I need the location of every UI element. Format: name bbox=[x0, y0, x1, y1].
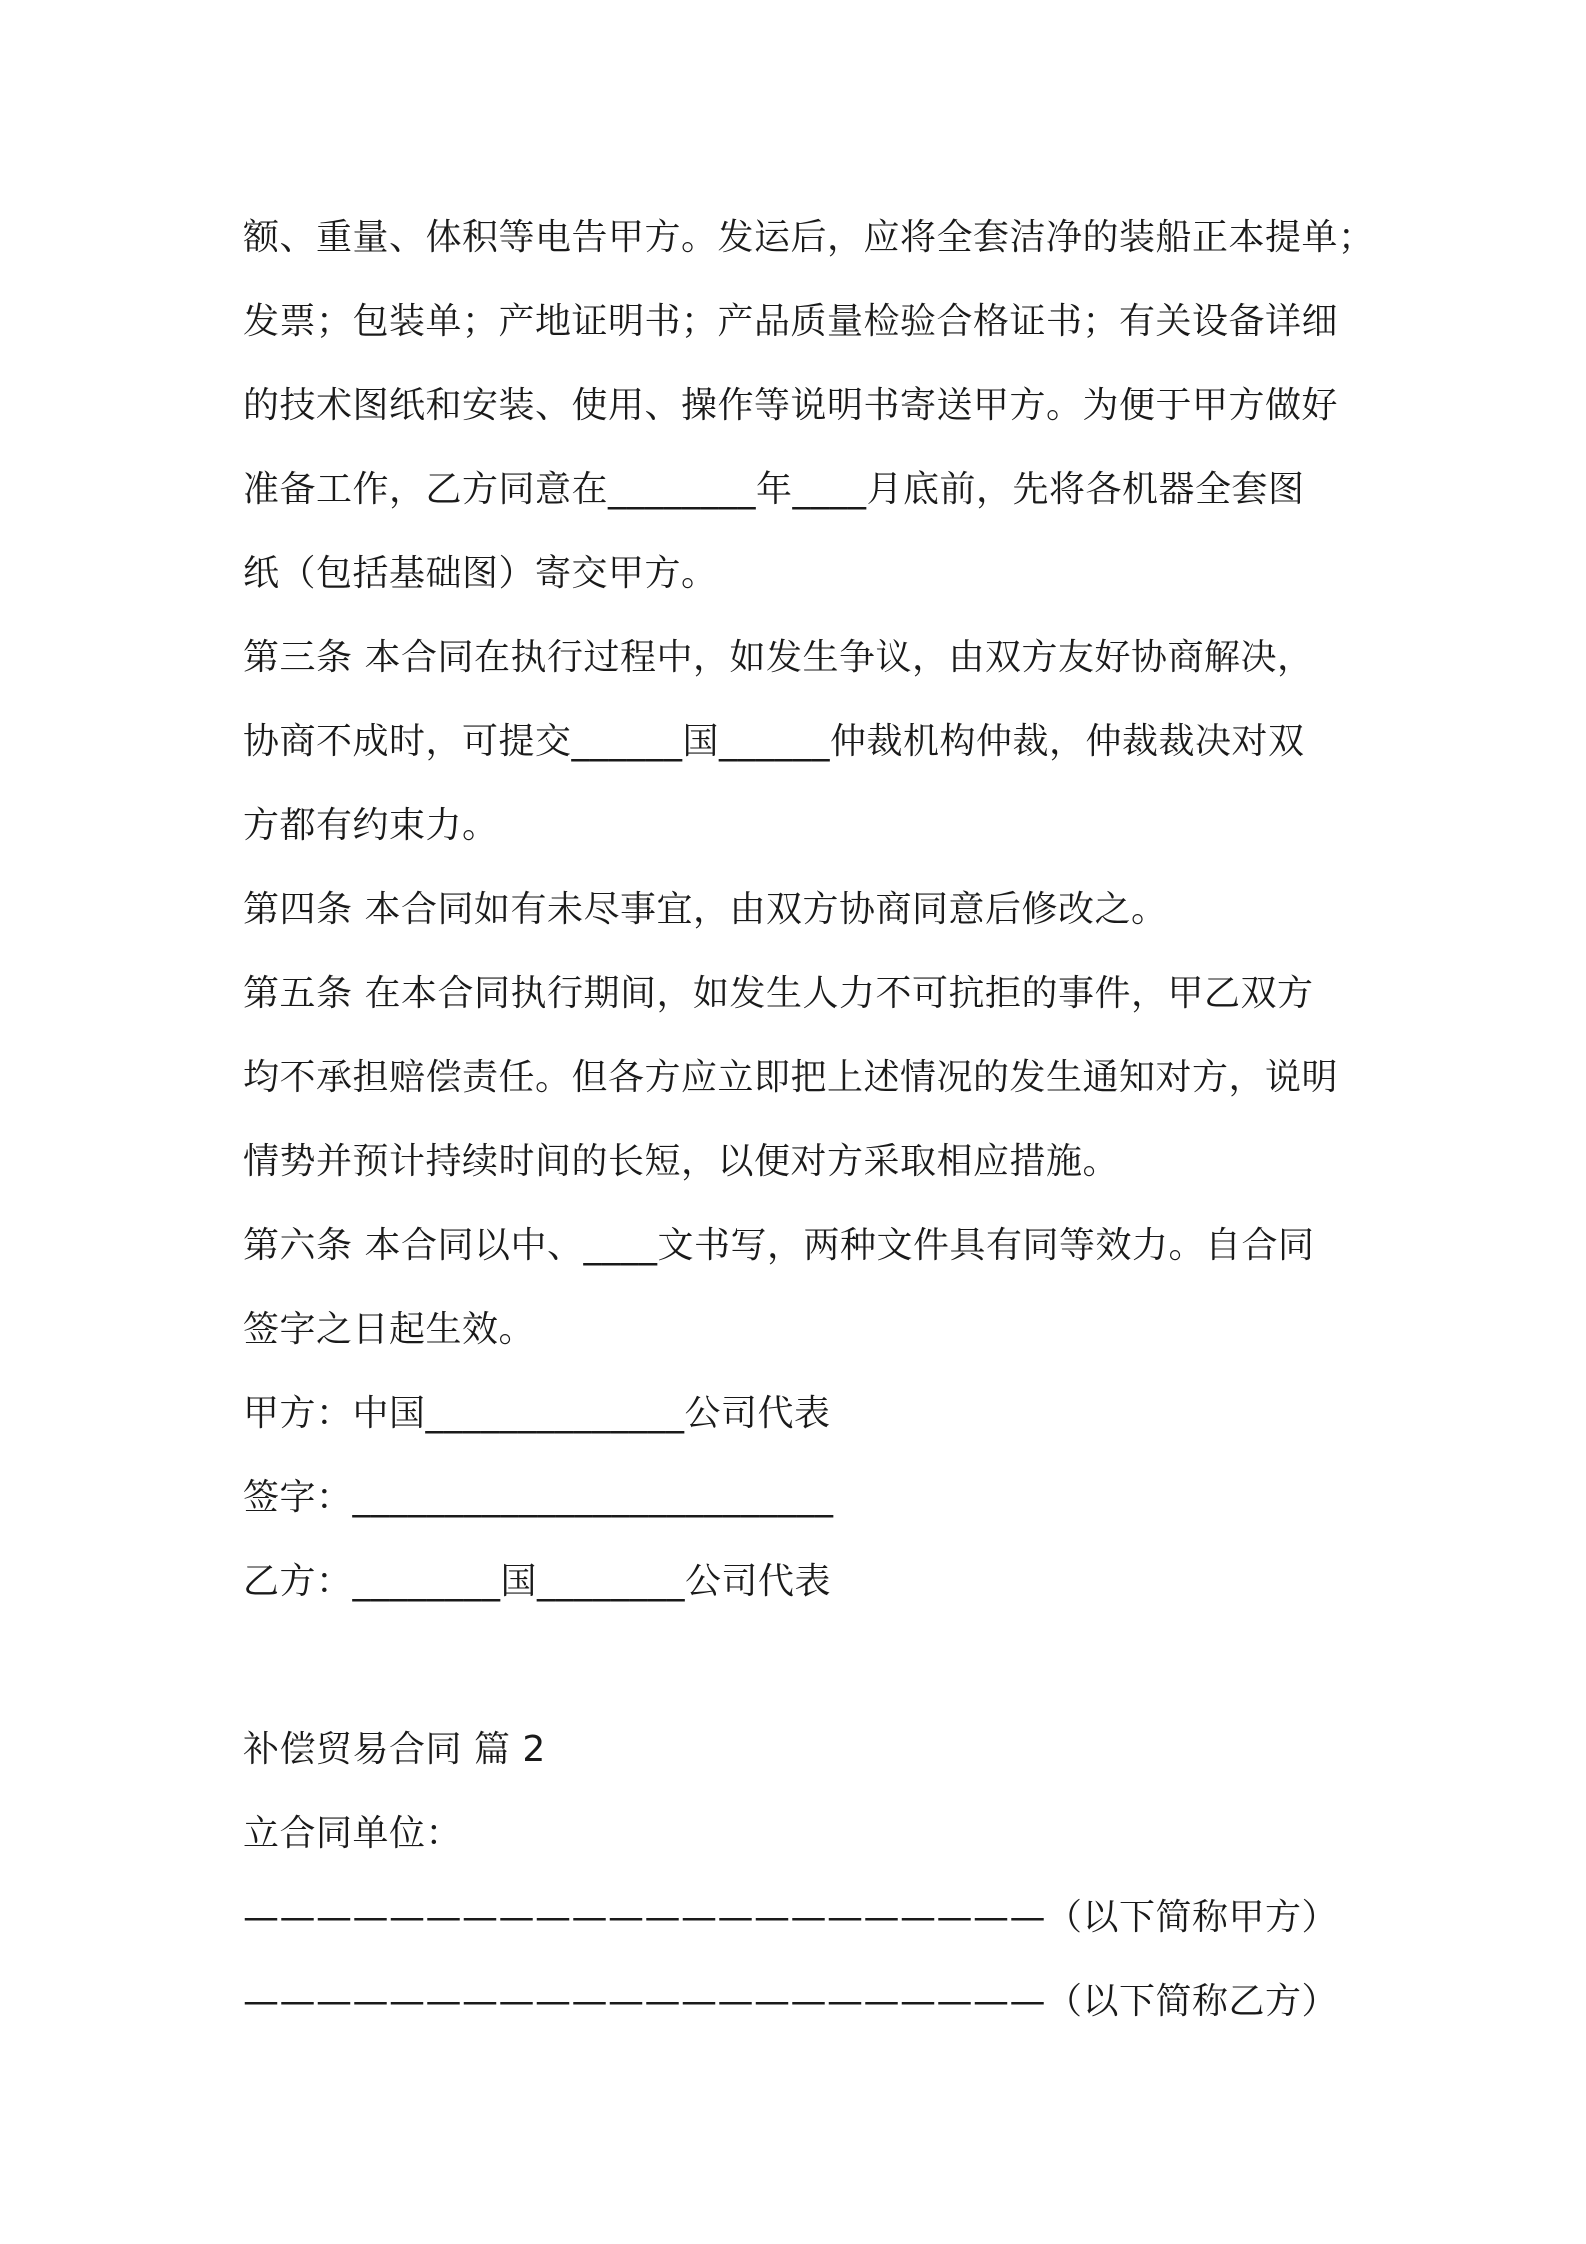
party-a-signature-line: 甲方：中国______________公司代表 bbox=[243, 1393, 831, 1434]
party-b-signature-line: 乙方：________国________公司代表 bbox=[243, 1561, 832, 1602]
section-gap bbox=[243, 1624, 1363, 1708]
text-line: 协商不成时，可提交______国______仲裁机构仲裁，仲裁裁决对双 bbox=[243, 721, 1305, 762]
text-line: 的技术图纸和安装、使用、操作等说明书寄送甲方。为便于甲方做好 bbox=[243, 385, 1339, 426]
text-line: 纸（包括基础图）寄交甲方。 bbox=[243, 553, 718, 594]
contract-parties-label: 立合同单位： bbox=[243, 1813, 463, 1854]
text-line: 情势并预计持续时间的长短，以便对方采取相应措施。 bbox=[243, 1141, 1120, 1182]
section-title: 补偿贸易合同 篇 2 bbox=[243, 1729, 546, 1770]
article-6-line: 第六条 本合同以中、____文书写，两种文件具有同等效力。自合同 bbox=[243, 1225, 1315, 1266]
text-line: 方都有约束力。 bbox=[243, 805, 499, 846]
article-3-line: 第三条 本合同在执行过程中，如发生争议，由双方友好协商解决， bbox=[243, 637, 1314, 678]
party-b-blank-line: ——————————————————————（以下简称乙方） bbox=[243, 1981, 1339, 2022]
signature-line: 签字：__________________________ bbox=[243, 1477, 834, 1518]
text-line: 准备工作，乙方同意在________年____月底前，先将各机器全套图 bbox=[243, 469, 1305, 510]
article-5-line: 第五条 在本合同执行期间，如发生人力不可抗拒的事件，甲乙双方 bbox=[243, 973, 1314, 1014]
text-line: 签字之日起生效。 bbox=[243, 1309, 536, 1350]
article-4-line: 第四条 本合同如有未尽事宜，由双方协商同意后修改之。 bbox=[243, 889, 1168, 930]
document-body bbox=[243, 196, 1375, 2044]
party-a-blank-line: ——————————————————————（以下简称甲方） bbox=[243, 1897, 1339, 1938]
text-line: 额、重量、体积等电告甲方。发运后，应将全套洁净的装船正本提单； bbox=[243, 217, 1375, 258]
text-line: 均不承担赔偿责任。但各方应立即把上述情况的发生通知对方，说明 bbox=[243, 1057, 1339, 1098]
text-line: 发票；包装单；产地证明书；产品质量检验合格证书；有关设备详细 bbox=[243, 301, 1339, 342]
